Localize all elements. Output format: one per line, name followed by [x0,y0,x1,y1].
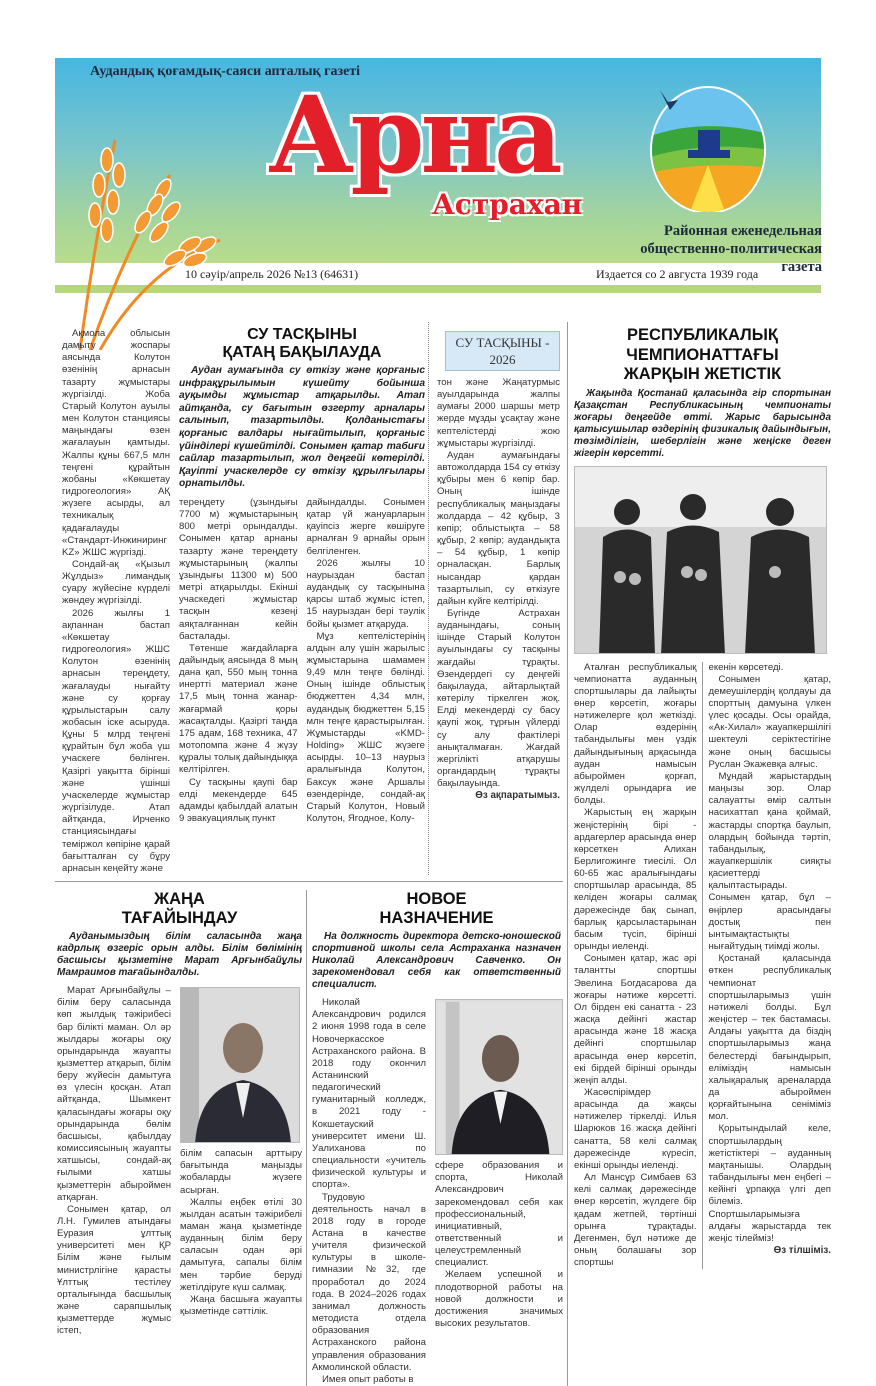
article-appointment-ru-col1 [312,997,426,1386]
bottom-row [55,882,563,1386]
paragraph: тереңдету (ұзындығы 7700 м) жұмыстарының 800 метрі орындалды. Сонымен қатар арнаны тазарту және тереңдету жұмыстарының (жалпы ұзындығы 11300 м) 500 метрі атқарылды. Екінші учаскедегі жұмыстар тасқын кезеңі аяқталғаннан кейін басталады. [179,496,298,642]
paragraph: Имея опыт работы в [322,1373,414,1385]
paragraph: Жаңа басшыға жауапты қызметінде сәттілік. [180,1293,302,1318]
paragraph: Марат Арғынбайұлы – білім беру саласында көп жылдық тәжірибесі бар білікті маман. Ол әр жылдары жоғары оқу орындарында жауапты қызметтер атқарып, білім беру жүйесін дамытуға өз үлесін қосқан. Атап айтқанда, Шымкент қаласындағы жоғары оқу орындарында бөлім басшысы, қабылдау комиссиясының жауапты хатшысы, сондай-ақ ғылыми хатшы қызметтерін абыроймен атқарған. [57,985,171,1203]
paragraph: тон және Жаңатурмыс ауылдарында жалпы аумағы 2000 шаршы метр жерде мұзды ұсақтау және кептелістерді жою жұмыстары жүргізілді. [437,377,560,449]
headline-line: РЕСПУБЛИКАЛЫҚ [627,326,778,344]
paragraph: Николай Александрович родился 2 июня 1998 года в селе Новочеркасское Астраханского района. В 2018 году окончил Астанинский педагогический гуманитарный колледж, в 2021 году - Кокшетауский университет имени Ш. Уалиханова по специальности «учитель физической культуры и спорта». [312,997,426,1191]
newspaper-title: Арна [268,72,559,197]
ru-subtitle-line: общественно-политическая газета [640,241,822,275]
headline-line: НОВОЕ [406,890,467,909]
article-appointment-ru [307,890,563,1386]
article-flood-2026-body [437,377,560,802]
paragraph: Сонымен қатар, ол Л.Н. Гумилев атындағы Еуразия ұлттық университеті мен ҚР Білім және ғылым министрлігіне қарасты Ұлттық тестілеу орталығында басшылық және сарапшылық қызметтерде жұмыс істеп, [57,1203,171,1337]
paragraph: сфере образования и спорта, Николай Александрович зарекомендовал себя как профессиональный, инициативный, ответственный и целеустремленный специалист. [435,1160,563,1269]
paragraph: Су тасқыны қаупі бар елді мекендерде 645 адамды қабылдай алатын 9 эвакуациялық пункт [179,776,298,824]
paragraph: Трудовую деятельность начал в 2018 году в городе Астана в качестве учителя физической культуры в школе-гимназии №32, где проработал до 2024 года. В 2024–2026 годах занимал должность методиста отдела образования Астраханского района управления образования Акмолинской области. [312,1191,426,1373]
box-title-line: СУ ТАСҚЫНЫ - [455,335,550,350]
signature: Өз ақпаратымыз. [475,790,560,802]
headline-line: ЖАҢА [154,890,205,909]
paragraph: Сонымен қатар, жас әрі талантты спортшы Эвелина Богдасарова да жоғары нәтиже көрсетті. Ол бірден екі санатта - 23 жасқа дейінгі жастар арасында және 18 жасқа дейінгі спортшылар арасында өнер көрсетіп, екі бірдей бірінші орынды жеңіп алды. [574,953,697,1086]
paragraph: Жалпы еңбек өтілі 30 жылдан асатын тәжірибелі маман жаңа қызметінде ауданның білім беру саласын одан әрі дамытуға, сапалы білім мен тәрбие беруді жетілдіруге күш салмақ. [180,1196,302,1293]
headline-line: ЧЕМПИОНАТТАҒЫ [626,345,779,364]
paragraph: Қостанай қаласында өткен республикалық чемпионат спортшыларымыз үшін нәтижелі болды. Бұл жеңістер – тек бастамасы. Алдағы уақытта да біздің спортшыларымыз жаңа белестерді бағындырып, еліміздің намысын халықаралық ареналарда да абыроймен қорғайтынына сеніміміз мол. [708,953,831,1123]
paragraph: Қорытындылай келе, спортшылардың жетістіктері – ауданның мақтанышы. Олардың табандылығы мен еңбегі – кейінгі ұрпаққа үлгі деп білеміз. Спортшыларымызға алдағы жарыстарда тек жеңіс тілейміз! [708,1123,831,1244]
paragraph: Сонымен қатар, демеушілердің қолдауы да спорттың дамуына үлкен үлес қосады. Осы орайда, «Ак-Хилал» жауапкершілігі шектеулі серіктестігіне және оның басшысы Руслан Экажевқа алғыс. [708,673,831,770]
paragraph: Аталған республикалық чемпионатта ауданның спортшылары да лайықты өнер көрсетіп, жоғары нәтижелерге қол жеткізді. Олар өздерінің табандылығы мен үздік дайындығының арқасында аудан намысын абыроймен қорғап, жүлделі орындарға ие болды. [574,661,697,807]
paragraph: Ал Мансұр Симбаев 63 келі салмақ дәрежесінде өнер көрсетіп, жүлдеге бір қадам жетпей, төртінші орынға тұрақтады. Дегенмен, бұл нәтиже де оның болашағы зор спортшы [574,1172,697,1269]
paragraph: Мұндай жарыстардың маңызы зор. Олар салауатты өмір салтын насихаттап қана қоймай, жастарды спортқа баулып, олардың бойында тәртіп, табандылық, жауапкершілік сияқты қасиеттерді қалыптастырады. Сонымен қатар, бұл – өңірлер арасындағы достық пен ынтымақтастықты нығайтудың тиімді жолы. [708,770,831,953]
paragraph: дайындалды. Сонымен қатар үй жануарларын қауіпсіз жерге көшіруге арналған 9 арнайы орын белгіленген. [306,496,425,557]
article-flood-2026 [429,322,563,875]
masthead-kz-subtitle: Аудандық қоғамдық-саяси апталық газеті [90,64,361,79]
paragraph: Желаем успешной и плодотворной работы на новой должности и достижения значимых высоких результатов. [435,1269,563,1330]
article-flood [175,322,429,875]
article-appointment-kz-lead: Ауданымыздың білім саласында жаңа кадрлық өзгеріс орын алды. Білім бөлімінің басшысы қызметіне Марат Арғынбайұлы Мамраимов тағайындалды. [57,931,302,979]
athletes-photo [574,466,827,654]
top-row [55,322,563,882]
paragraph: Жасөспірімдер арасында да жақсы нәтижелер тіркелді. Илья Шарюков 16 жасқа дейінгі санатта, 58 келі салмақ дәрежесінде күресіп, екінші орынды иеленді. [574,1086,697,1171]
article-appointment-ru-lead: На должность директора детско-юношеской спортивной школы села Астраханка назначен Николай Александрович Савченко. Он зарекомендовал себя как ответственный специалист. [312,931,561,991]
headline-line: ҚАТАҢ БАҚЫЛАУДА [222,344,382,361]
ru-subtitle-line: Районная еженедельная [664,223,822,239]
headline-line: СУ ТАСҚЫНЫ [247,326,357,343]
paragraph: екенін көрсетеді. [708,661,784,673]
wheat-icon [55,120,285,350]
article-intro-body [55,322,175,875]
box-title-line: 2026 [489,352,516,367]
signature: Өз тілшіміз. [773,1245,831,1256]
article-appointment-kz-col1 [57,985,171,1338]
page-content [55,322,833,1386]
article-sport-headline [574,326,831,385]
paragraph: Бүгінде Астрахан ауданындағы, соның ішінде Старый Колутон ауылындағы су тасқыны жағдайы тұрақты. Өзендердегі су деңгейі бақылауда, айтарлықтай көтерілу тіркелген жоқ. Елді мекендерді су басу қаупі жоқ, тұрғын үйлерді су алу фактілері анықталмаған. Жағдай жергілікті атқарушы органдардың тұрақты бақылауында. [437,607,560,790]
article-appointment-kz-headline [57,890,302,928]
headline-line: ЖАРҚЫН ЖЕТІСТІК [623,365,782,383]
paragraph: білім сапасын арттыру бағытында маңызды жобаларды жүзеге асырған. [180,1148,302,1196]
headline-line: НАЗНАЧЕНИЕ [379,909,494,928]
published-since: Издается со 2 августа 1939 года [596,267,759,281]
article-sport [567,322,833,1386]
article-appointment-ru-col2 [435,997,563,1386]
headline-line: ТАҒАЙЫНДАУ [121,909,238,928]
paragraph: Жарыстың ең жарқын жеңістерінің бірі - ардагерлер арасында өнер көрсеткен Алихан Берлигожинге тиесілі. Ол 60-65 жас аралығындағы спортшылар арасында, 85 келіден жоғары салмақ дәрежесінде бақ сынап, барлық қарсыластарынан басым түсіп, бірінші орынды иеленді. [574,807,697,953]
paragraph: Мұз кептелістерінің алдын алу үшін жарылыс жұмыстарына шамамен 9,49 млн теңге бөлінді. Оның ішінде облыстық бюджеттен 4,34 млн, аудандық бюджеттен 5,15 млн теңге қарастырылған. Жұмыстарды «KMD-Holding» ЖШС жүзеге асырды. 10–13 наурыз аралығында Колутон, Баксук және Аршалы өзендерінде, сондай-ақ Старый Колутон, Новый Колутон, Ягодное, Колу- [306,630,425,824]
paragraph: Ақмола облысын дамыту жоспары аясында Колутон өзенінің арнасын тазарту жұмыстары жүргізілді. Жоба Старый Колутон ауылы мен Колутон станциясы маңындағы өзен жағалауын қамтыды. Жалпы құны 667,5 млн теңгені құрайтын жобаны «Көкшетау гидрогеология» АҚ жүзеге асырды, ал техникалық қадағалауды «Стандарт-Инжиниринг KZ» ЖШС жүргізді. [62,328,170,558]
article-appointment-ru-headline [312,890,561,928]
savchenko-portrait-photo [435,999,563,1155]
article-appointment-kz-body [57,985,302,1338]
article-flood-headline [179,326,425,362]
newspaper-subtitle: Астрахан [432,188,583,221]
paragraph: Сондай-ақ «Қызыл Жұлдыз» лимандық суару жүйесіне күрделі жөндеу жүргізілді. [62,558,170,607]
paragraph: 2026 жылғы 1 ақпаннан бастап «Көкшетау гидрогеология» ЖШС Колутон өзенінің арнасын тереңдету, жағалауды нығайту және су қорғау құрылыстарын салу жобасын іске асыруда. Құны 5 млрд теңгені құрайтын бұл жоба үш учаскеге бөлінген. Қазіргі уақытта бірінші және үшінші учаскелерде жұмыстар жүргізілуде. Атап айтқанда, Ирченко станциясындағы теміржол көпіріне қарай бағытталған су бұру арнасын кеңейту және [62,607,170,874]
flood-2026-box-title [445,331,560,371]
article-appointment-ru-body [312,997,561,1386]
issue-date: 10 сәуір/апрель 2026 №13 (64631) [185,267,359,281]
article-sport-body [574,662,831,1270]
article-flood-lead: Аудан аумағында су өткізу және қорғаныс инфрақұрылымын күшейту бойынша ауқымды жұмыстар атқарылды. Атап айтқанда, су бағытын өзгерту арналары салынып, тазартылды. Қолданыстағы қорғаныс валдары нығайтылып, қорғаныс үйінділері күшейтілді. Сонымен қатар табиғи сайлар тазартылып, жол деңгейі көтерілді. Қауіпті учаскелерде су өткізу құрылғылары орнатылды. [179,365,425,490]
article-appointment-kz [55,890,307,1386]
paragraph: Төтенше жағдайларға дайындық аясында 8 мың дана қап, 550 мың тонна инертті материал және 17,5 мың тонна жанар-жағармай қоры жасақталды. Қазіргі таңда 175 адам, 168 техника, 47 мотопомпа және 4 жүзу құралы толық дайындыққа келтірілген. [179,642,298,776]
article-sport-lead: Жақында Қостанай қаласында гір спортынан Қазақстан Республикасының чемпионаты жоғары деңгейде өтті. Жарыс барысында қатысушылар өздерінің физикалық дайындығын, төзімділігін, шеберлігін және жеңіске деген жігерін көрсетті. [574,387,831,459]
harvester-logo-icon [640,80,772,212]
paragraph: 2026 жылғы 10 наурыздан бастап аудандық су тасқынына қарсы штаб жұмыс істеп, 15 наурыздан бері тәулік бойы қызмет атқаруда. [306,557,425,630]
paragraph: Аудан аумағындағы автожолдарда 154 су өткізу құбыры мен 6 көпір бар. Оның ішінде республикалық маңыздағы жолдарда – 42 құбыр, 3 көпір; облыстықта – 58 құбыр, 2 көпір; аудандықта – 54 құбыр, 1 көпір орналасқан. Барлық нысандар қардан тазартылып, су өткізуге дайын күйге келтірілді. [437,449,560,607]
left-region [55,322,563,1386]
article-appointment-kz-col2 [180,985,302,1338]
article-flood-body [179,497,425,825]
mamraimov-portrait-photo [180,987,300,1143]
